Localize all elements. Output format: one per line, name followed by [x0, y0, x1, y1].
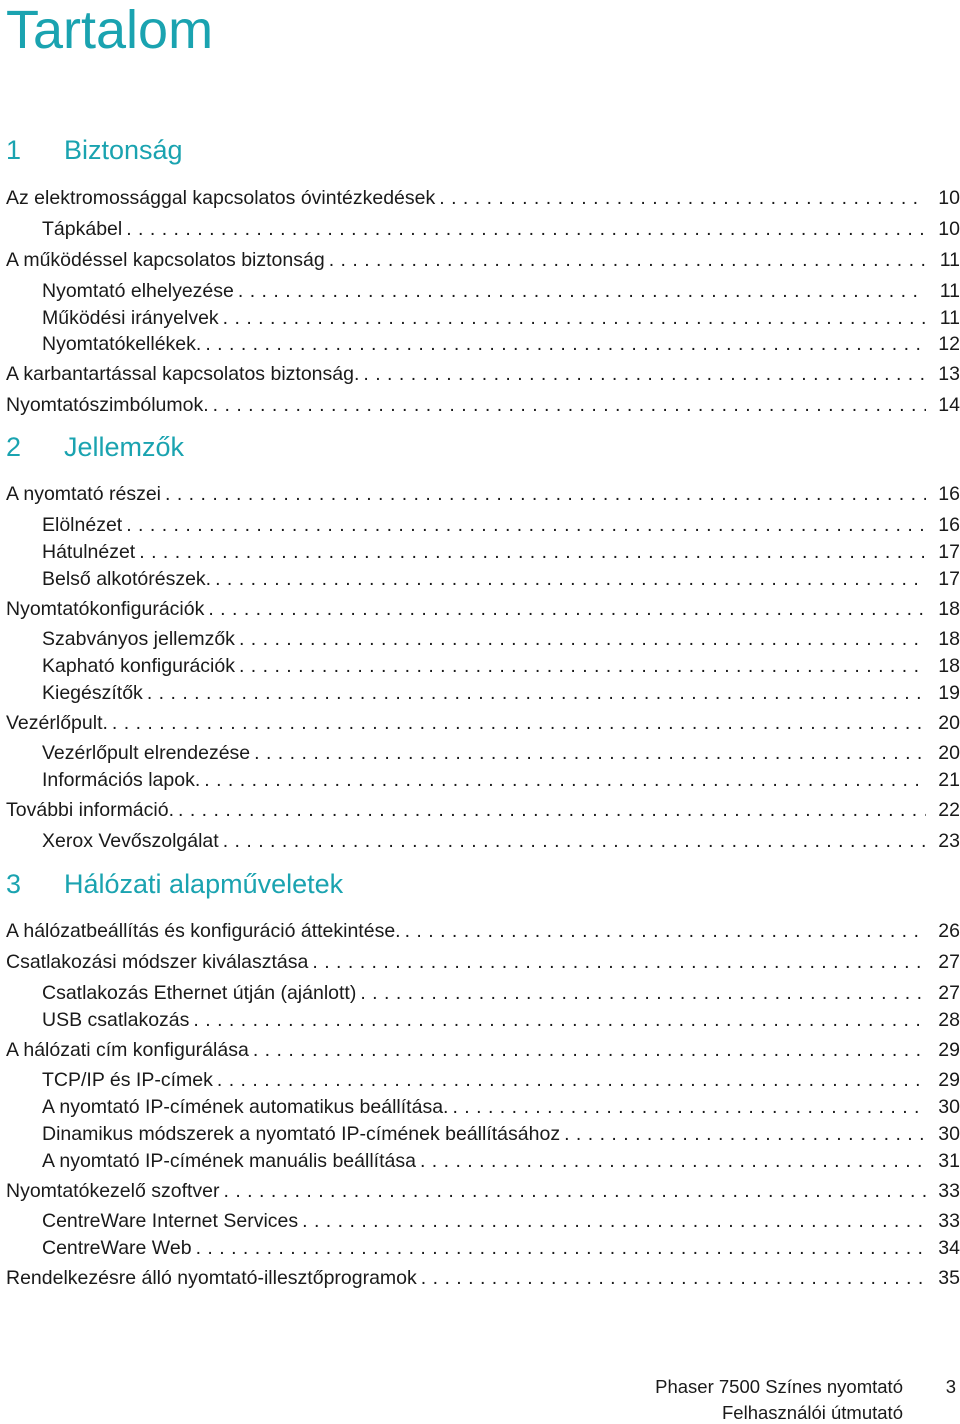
dot-leader: [439, 187, 926, 210]
toc-entry-page: 11: [939, 248, 960, 271]
toc-entry-page: 27: [938, 950, 960, 973]
toc-entry-label: Az elektromossággal kapcsolatos óvintézkedések: [6, 186, 436, 209]
toc-entry-page: 10: [938, 217, 960, 240]
toc-entry[interactable]: [6, 918, 960, 944]
dot-leader: [126, 218, 926, 241]
toc-entry[interactable]: [42, 980, 960, 1006]
section-heading[interactable]: [6, 134, 183, 166]
toc-entry-label: Xerox Vevőszolgálat: [42, 829, 219, 852]
toc-entry[interactable]: [6, 361, 960, 387]
toc-entry[interactable]: [6, 949, 960, 975]
toc-entry-label: Belső alkotórészek.: [42, 567, 212, 590]
page-title: Tartalom: [6, 0, 214, 60]
dot-leader: [213, 394, 926, 417]
toc-entry-page: 33: [938, 1179, 960, 1202]
toc-entry-page: 34: [938, 1236, 960, 1259]
toc-entry[interactable]: [6, 596, 960, 622]
toc-entry-label: A nyomtató IP-címének automatikus beállítása.: [42, 1095, 449, 1118]
dot-leader: [312, 951, 926, 974]
toc-entry-label: A nyomtató IP-címének manuális beállítása: [42, 1149, 416, 1172]
section-title: Hálózati alapműveletek: [64, 869, 344, 899]
dot-leader: [178, 799, 926, 822]
toc-entry-page: 30: [938, 1095, 960, 1118]
toc-entry[interactable]: [6, 392, 960, 418]
dot-leader: [165, 483, 926, 506]
dot-leader: [421, 1267, 926, 1290]
toc-entry-label: Kapható konfigurációk: [42, 654, 235, 677]
toc-entry-label: CentreWare Web: [42, 1236, 192, 1259]
toc-entry-label: Kiegészítők: [42, 681, 143, 704]
toc-entry-page: 16: [938, 513, 960, 536]
toc-entry-label: USB csatlakozás: [42, 1008, 190, 1031]
toc-entry-page: 19: [938, 681, 960, 704]
toc-entry-page: 11: [939, 279, 960, 302]
toc-entry-label: CentreWare Internet Services: [42, 1209, 299, 1232]
toc-entry[interactable]: [6, 481, 960, 507]
toc-entry-page: 11: [939, 306, 960, 329]
dot-leader: [452, 1096, 926, 1119]
toc-entry-label: Tápkábel: [42, 217, 123, 240]
toc-entry-page: 28: [938, 1008, 960, 1031]
footer-guide-name: Felhasználói útmutató: [722, 1402, 903, 1423]
footer-product-name: Phaser 7500 Színes nyomtató: [655, 1376, 903, 1397]
toc-entry-label: Nyomtatókellékek.: [42, 332, 202, 355]
toc-entry-page: 17: [938, 567, 960, 590]
toc-entry[interactable]: [42, 1235, 960, 1261]
toc-entry-label: Szabványos jellemzők: [42, 627, 235, 650]
toc-entry[interactable]: [42, 653, 960, 679]
dot-leader: [238, 280, 926, 303]
toc-entry-page: 18: [938, 654, 960, 677]
toc-entry-page: 29: [938, 1038, 960, 1061]
dot-leader: [223, 307, 926, 330]
toc-entry-label: Információs lapok.: [42, 768, 201, 791]
toc-entry-page: 20: [938, 741, 960, 764]
dot-leader: [405, 920, 926, 943]
dot-leader: [126, 514, 926, 537]
dot-leader: [217, 1069, 926, 1092]
dot-leader: [193, 1009, 926, 1032]
toc-entry-page: 29: [938, 1068, 960, 1091]
toc-entry-label: Működési irányelvek: [42, 306, 219, 329]
toc-entry-page: 18: [938, 627, 960, 650]
toc-entry-label: Nyomtatókonfigurációk: [6, 597, 205, 620]
toc-entry-label: Csatlakozási módszer kiválasztása: [6, 950, 309, 973]
toc-entry[interactable]: [6, 1265, 960, 1291]
toc-entry[interactable]: [42, 539, 960, 565]
dot-leader: [253, 1039, 926, 1062]
footer-page-number: 3: [945, 1376, 956, 1397]
toc-entry[interactable]: [6, 1178, 960, 1204]
toc-entry[interactable]: [42, 305, 960, 331]
toc-entry[interactable]: [6, 185, 960, 211]
dot-leader: [239, 655, 926, 678]
dot-leader: [239, 628, 926, 651]
dot-leader: [112, 712, 926, 735]
dot-leader: [360, 982, 926, 1005]
toc-entry[interactable]: [42, 1208, 960, 1234]
toc-entry[interactable]: [6, 247, 960, 273]
dot-leader: [139, 541, 926, 564]
toc-entry-page: 22: [938, 798, 960, 821]
toc-entry[interactable]: [42, 767, 960, 793]
toc-entry[interactable]: [6, 710, 960, 736]
section-heading[interactable]: [6, 868, 343, 900]
toc-entry-page: 14: [938, 393, 960, 416]
toc-entry-page: 16: [938, 482, 960, 505]
dot-leader: [302, 1210, 926, 1233]
toc-entry-label: Rendelkezésre álló nyomtató-illesztőprogramok: [6, 1266, 417, 1289]
toc-entry-page: 26: [938, 919, 960, 942]
dot-leader: [564, 1123, 926, 1146]
toc-entry[interactable]: [42, 626, 960, 652]
toc-entry-page: 21: [938, 768, 960, 791]
toc-entry-label: TCP/IP és IP-címek: [42, 1068, 213, 1091]
toc-entry[interactable]: [42, 331, 960, 357]
toc-entry-page: 31: [938, 1149, 960, 1172]
toc-entry-label: A karbantartással kapcsolatos biztonság.: [6, 362, 360, 385]
dot-leader: [215, 568, 926, 591]
toc-entry-label: További információ.: [6, 798, 174, 821]
toc-entry-label: A működéssel kapcsolatos biztonság: [6, 248, 325, 271]
toc-entry[interactable]: [42, 1148, 960, 1174]
section-number: 1: [6, 135, 22, 165]
toc-entry[interactable]: [42, 740, 960, 766]
section-heading[interactable]: [6, 431, 184, 463]
dot-leader: [420, 1150, 926, 1173]
toc-entry[interactable]: [42, 216, 960, 242]
toc-entry-label: Hátulnézet: [42, 540, 136, 563]
toc-entry-label: Csatlakozás Ethernet útján (ajánlott): [42, 981, 357, 1004]
toc-entry[interactable]: [42, 1067, 960, 1093]
toc-entry-page: 12: [938, 332, 960, 355]
dot-leader: [223, 830, 926, 853]
toc-entry-page: 17: [938, 540, 960, 563]
toc-entry-label: A hálózatbeállítás és konfiguráció áttekintése.: [6, 919, 401, 942]
dot-leader: [205, 333, 926, 356]
toc-entry-label: Vezérlőpult.: [6, 711, 108, 734]
section-number: 3: [6, 869, 22, 899]
section-title: Jellemzők: [64, 432, 185, 462]
dot-leader: [208, 598, 926, 621]
toc-entry-page: 30: [938, 1122, 960, 1145]
dot-leader: [147, 682, 926, 705]
toc-entry[interactable]: [42, 1007, 960, 1033]
toc-entry[interactable]: [42, 828, 960, 854]
toc-entry-label: Vezérlőpult elrendezése: [42, 741, 251, 764]
toc-entry-label: A hálózati cím konfigurálása: [6, 1038, 249, 1061]
toc-entry-label: A nyomtató részei: [6, 482, 161, 505]
toc-entry-page: 13: [938, 362, 960, 385]
toc-entry[interactable]: [42, 1121, 960, 1147]
dot-leader: [329, 249, 926, 272]
toc-entry-page: 33: [938, 1209, 960, 1232]
toc-entry-page: 35: [938, 1266, 960, 1289]
toc-entry-page: 23: [938, 829, 960, 852]
dot-leader: [196, 1237, 926, 1260]
toc-entry[interactable]: [42, 566, 960, 592]
section-title: Biztonság: [64, 135, 183, 165]
toc-entry-page: 20: [938, 711, 960, 734]
toc-entry[interactable]: [6, 797, 960, 823]
toc-entry-label: Nyomtatókezelő szoftver: [6, 1179, 220, 1202]
toc-entry-label: Elölnézet: [42, 513, 123, 536]
toc-entry-page: 18: [938, 597, 960, 620]
section-number: 2: [6, 432, 22, 462]
toc-entry-label: Nyomtatószimbólumok.: [6, 393, 209, 416]
toc-entry-label: Nyomtató elhelyezése: [42, 279, 234, 302]
toc-entry-page: 27: [938, 981, 960, 1004]
dot-leader: [224, 1180, 926, 1203]
toc-entry[interactable]: [6, 1037, 960, 1063]
dot-leader: [254, 742, 926, 765]
dot-leader: [363, 363, 926, 386]
toc-entry[interactable]: [42, 512, 960, 538]
toc-entry-page: 10: [938, 186, 960, 209]
dot-leader: [204, 769, 926, 792]
toc-entry[interactable]: [42, 1094, 960, 1120]
toc-entry-label: Dinamikus módszerek a nyomtató IP-címének beállításához: [42, 1122, 561, 1145]
toc-entry[interactable]: [42, 680, 960, 706]
toc-entry[interactable]: [42, 278, 960, 304]
